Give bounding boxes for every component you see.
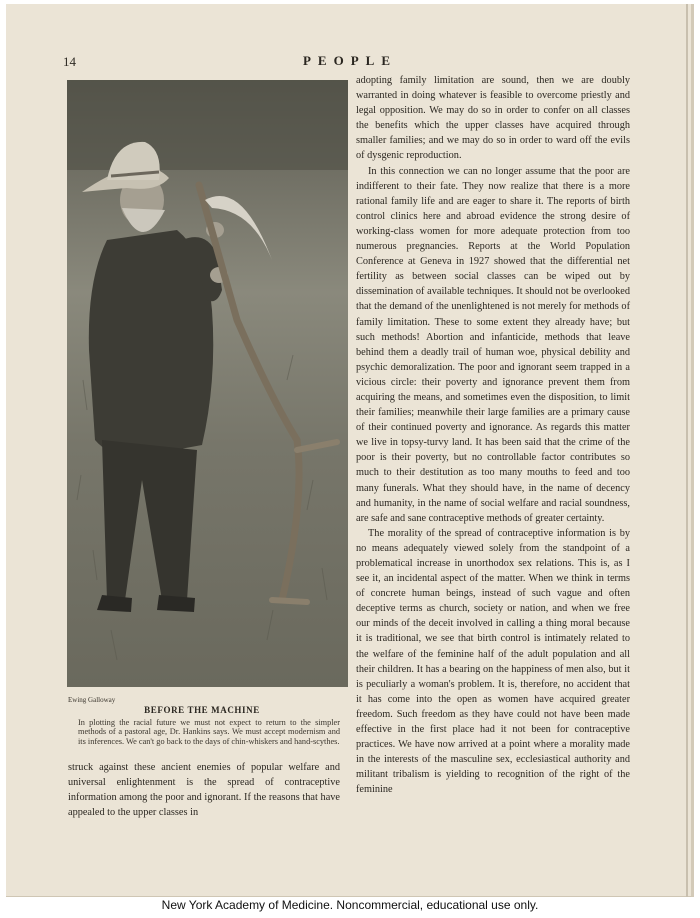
photograph-man-with-scythe	[67, 80, 348, 687]
running-head: PEOPLE	[302, 53, 397, 68]
right-column-paragraph-3: The morality of the spread of contraceptive information is by no means adequately viewed solely from the standpoint of a problematical increase in unorthodox sex relations. This is, as I see it, an incidental aspect of the matter. When we think in terms of concrete human beings, instead of such vague and often deceptive terms as church, society or nation, and when we free our minds of the deceit involved in calling a thing moral because it is traditional, we see that birth control is intimately related to the welfare of the feminine half of the adult population and all their children. It has a bearing on the happiness of men also, but it is peculiarly a woman's problem. It is, therefore, no accident that it has come into the open as women have acquired greater freedom. Such freedom as they have could not have been made effective in the first place had it not been for contraceptive practices. We have now arrived at a point where a morality made in the interests of the masculine sex, ecclesiastical authority and militant tribalism is yielding to recognition of the right of the feminine	[356, 527, 630, 796]
caption-body: In plotting the racial future we must not expect to return to the simpler methods of a pastoral age, Dr. Hankins says. We must accept modernism and its inferences. We can't go back to the days of chin-whiskers and hand-scythes.	[78, 718, 340, 746]
page-number: 14	[63, 54, 76, 69]
photo-credit: Ewing Galloway	[68, 696, 116, 704]
right-column-text	[356, 73, 630, 798]
footer-notice: New York Academy of Medicine. Noncommercial, educational use only.	[161, 898, 539, 912]
left-column-paragraph: struck against these ancient enemies of popular welfare and universal enlightenment is the spread of contraceptive information among the poor and ignorant. If the reasons that have appealed to the upper classes in	[68, 762, 340, 819]
right-column-paragraph-2: In this connection we can no longer assume that the poor are indifferent to their fate. They now realize that there is a more rational family life and are eager to share it. The reports of birth control clinics here and abroad evidence the strong desire of working-class women for more adequate protection from too numerous pregnancies. Reports at the World Population Conference at Geneva in 1927 showed that the differential net fertility as between social classes can be wiped out by dissemination of available techniques. It should not be overlooked that the demand of the unenlightened is not merely for methods of family limitation. These to some extent they already have; but such methods! Abortion and infanticide, methods that leave behind them a deadly trail of human woe, physical debility and psychic demoralization. The poor and ignorant seem trapped in a vicious circle: their poverty and ignorance prevent them from acquiring the means, and sometimes even the disposition, to limit their families; meanwhile their large families are a primary cause of their continued poverty and ignorance. As regards this matter we live in topsy-turvy land. It has been said that the crime of the poor is their poverty, but no controllable factor contributes so much to their destitution as too many mouths to feed and too many funerals. What they should have, in the name of decency and humanity, in the name of social welfare and racial soundness, are safe and sane contraceptive methods of greater certainty.	[356, 165, 630, 524]
left-column-text	[68, 760, 340, 820]
caption-title: BEFORE THE MACHINE	[144, 705, 260, 715]
photo-illustration	[67, 80, 348, 687]
page-edge	[686, 4, 688, 897]
right-column-paragraph-1: adopting family limitation are sound, then we are doubly warranted in doing whatever is feasible to overcome priestly and legal opposition. We may do so in order to confer on all classes the benefits which the upper classes have acquired through smaller families; and we may do so in order to ward off the evils of dysgenic reproduction.	[356, 75, 630, 162]
